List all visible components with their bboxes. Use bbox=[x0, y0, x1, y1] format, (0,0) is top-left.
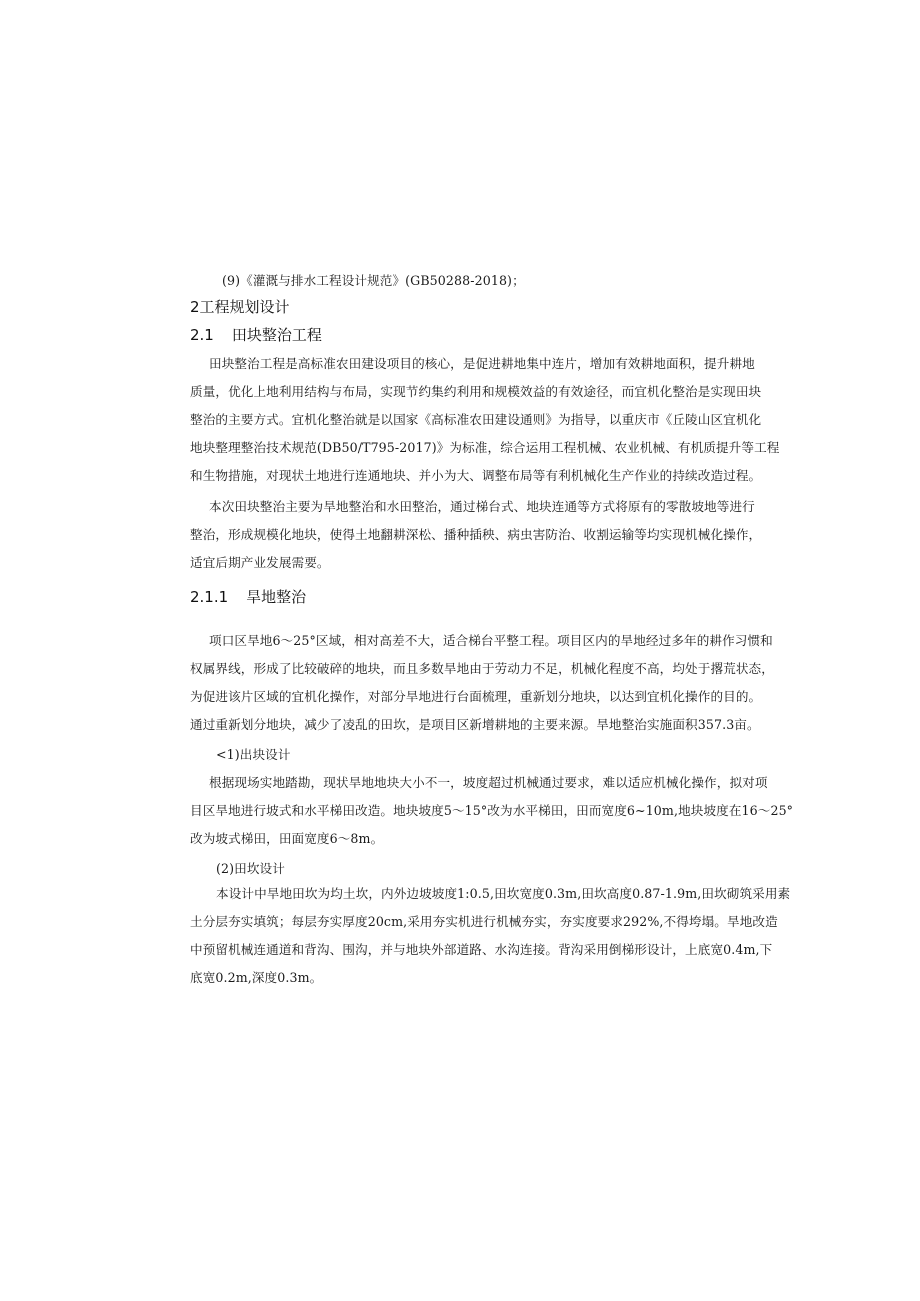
paragraph-line: 底宽0.2m,深度0.3m。 bbox=[190, 970, 323, 985]
paragraph-line: 权属界线，形成了比较破碎的地块，而且多数旱地由于劳动力不足，机械化程度不高，均处于撂荒状态， bbox=[190, 661, 774, 676]
paragraph-line: 通过重新划分地块，减少了凌乱的田坎，是项目区新增耕地的主要来源。旱地整治实施面积357.3亩。 bbox=[190, 717, 760, 732]
paragraph-line: 为促进该片区域的宜机化操作，对部分旱地进行台面梳理，重新划分地块，以达到宜机化操作的目的。 bbox=[190, 689, 762, 704]
paragraph-line: 项口区旱地6～25°区域，相对高差不大，适合梯台平整工程。项目区内的旱地经过多年的耕作习惯和 bbox=[209, 633, 773, 648]
section-2-1-number: 2.1 bbox=[190, 326, 214, 344]
section-2-heading bbox=[190, 297, 290, 317]
subsection-label-1: <1)出块设计 bbox=[216, 747, 291, 762]
paragraph-line: 本次田块整治主要为旱地整治和水田整治，通过梯台式、地块连通等方式将原有的零散坡地等进行 bbox=[209, 499, 755, 514]
paragraph-line: 根据现场实地踏勘，现状旱地地块大小不一，坡度超过机械通过要求，难以适应机械化操作，拟对项 bbox=[209, 775, 768, 790]
section-2-1-1-number: 2.1.1 bbox=[190, 588, 229, 606]
paragraph-line: 适宜后期产业发展需要。 bbox=[190, 555, 330, 570]
paragraph-line: 和生物措施，对现状土地进行连通地块、并小为大、调整布局等有利机械化生产作业的持续改造过程。 bbox=[190, 468, 762, 483]
section-2-title: 工程规划设计 bbox=[199, 298, 290, 316]
paragraph-line: 目区旱地进行坡式和水平梯田改造。地块坡度5～15°改为水平梯田，田而宽度6~10m,地块坡度在16～25° bbox=[190, 803, 794, 818]
paragraph-line: 土分层夯实填筑；每层夯实厚度20cm,采用夯实机进行机械夯实，夯实度要求292%,不得垮塌。旱地改造 bbox=[190, 914, 778, 929]
paragraph-line: 中预留机械连通道和背沟、围沟，并与地块外部道路、水沟连接。背沟采用倒梯形设计，上底宽0.4m,下 bbox=[190, 942, 773, 957]
paragraph-line: 田块整治工程是高标准农田建设项目的核心，是促进耕地集中连片，增加有效耕地面积，提升耕地 bbox=[209, 356, 755, 371]
paragraph-line: 整治，形成规模化地块，使得土地翻耕深松、播种插秧、病虫害防治、收割运输等均实现机械化操作， bbox=[190, 527, 762, 542]
section-2-1-title: 田块整治工程 bbox=[231, 326, 322, 344]
paragraph-line: 质量，优化上地利用结构与布局，实现节约集约利用和规模效益的有效途径，而宜机化整治是实现田块 bbox=[190, 384, 762, 399]
paragraph-line: 整治的主要方式。宜机化整治就是以国家《高标准农田建设通则》为指导，以重庆市《丘陵山区宜机化 bbox=[190, 412, 762, 427]
section-2-1-heading bbox=[190, 325, 322, 345]
reference-item: (9)《灌溉与排水工程设计规范》(GB50288-2018)； bbox=[222, 273, 525, 288]
subsection-label-2: (2)田坎设计 bbox=[216, 861, 285, 876]
section-2-1-1-heading bbox=[190, 587, 306, 607]
section-2-1-1-title: 旱地整治 bbox=[246, 588, 307, 606]
paragraph-line: 地块整理整治技术规范(DB50/T795-2017)》为标准，综合运用工程机械、农业机械、有机质提升等工程 bbox=[190, 440, 780, 455]
section-2-number: 2 bbox=[190, 298, 200, 316]
paragraph-line: 本设计中旱地田坎为均土坎，内外边坡坡度1:0.5,田坎宽度0.3m,田坎高度0.87-1.9m,田坎砌筑采用素 bbox=[216, 886, 791, 901]
paragraph-line: 改为坡式梯田，田面宽度6～8m。 bbox=[190, 831, 384, 846]
